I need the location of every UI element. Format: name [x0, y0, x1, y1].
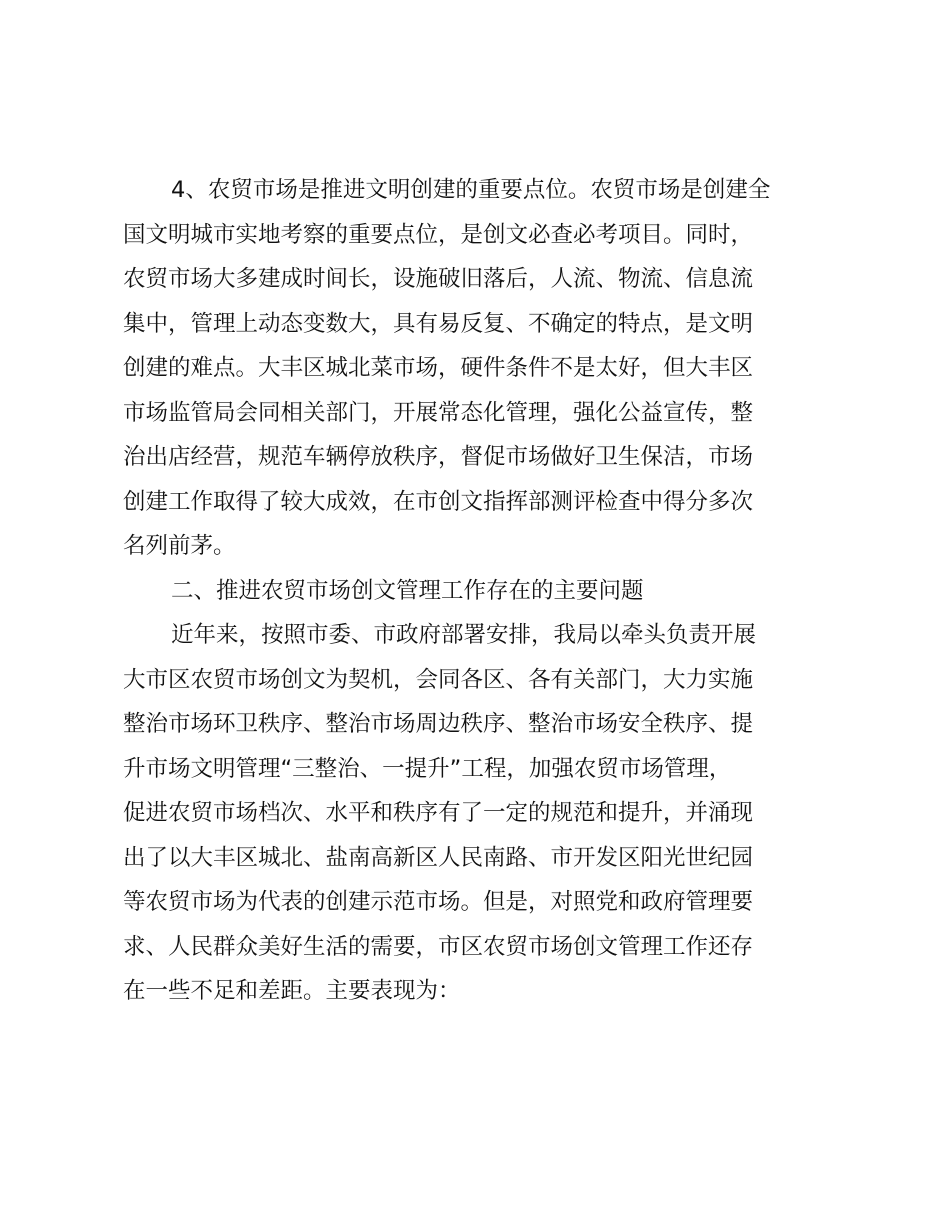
paragraph-line: 升市场文明管理“三整治、一提升”工程，加强农贸市场管理， — [123, 755, 732, 782]
paragraph-line: 国文明城市实地考察的重要点位，是创文必查必考项目。同时， — [123, 221, 754, 248]
paragraph-line: 求、人民群众美好生活的需要，市区农贸市场创文管理工作还存 — [123, 933, 754, 960]
document-body — [123, 168, 835, 1014]
paragraph-line: 农贸市场大多建成时间长，设施破旧落后，人流、物流、信息流 — [123, 266, 754, 292]
paragraph-line: 近年来，按照市委、市政府部署安排，我局以牵头负责开展 — [171, 622, 757, 648]
paragraph-line: 出了以大丰区城北、盐南高新区人民南路、市开发区阳光世纪园 — [123, 844, 754, 871]
paragraph-line: 在一些不足和差距。主要表现为： — [123, 978, 461, 1004]
paragraph-line: 整治市场环卫秩序、整治市场周边秩序、整治市场安全秩序、提 — [123, 711, 754, 737]
paragraph-body — [123, 613, 835, 1014]
paragraph-line: 创建的难点。大丰区城北菜市场，硬件条件不是太好，但大丰区 — [123, 355, 754, 381]
paragraph-line: 名列前茅。 — [123, 533, 236, 559]
paragraph-line: 集中，管理上动态变数大，具有易反复、不确定的特点，是文明 — [123, 310, 754, 337]
paragraph-line: 市场监管局会同相关部门，开展常态化管理，强化公益宣传，整 — [123, 399, 754, 426]
section-heading-text: 二、推进农贸市场创文管理工作存在的主要问题 — [171, 577, 644, 604]
paragraph-line: 大市区农贸市场创文为契机，会同各区、各有关部门，大力实施 — [123, 666, 754, 693]
paragraph-line: 促进农贸市场档次、水平和秩序有了一定的规范和提升，并涌现 — [123, 800, 754, 826]
paragraph-line: 创建工作取得了较大成效，在市创文指挥部测评检查中得分多次 — [123, 488, 754, 515]
paragraph-line: 等农贸市场为代表的创建示范市场。但是，对照党和政府管理要 — [123, 889, 754, 915]
paragraph-line: 4、农贸市场是推进文明创建的重要点位。农贸市场是创建全 — [171, 177, 771, 203]
section-heading — [123, 569, 835, 614]
paragraph-line: 治出店经营，规范车辆停放秩序，督促市场做好卫生保洁，市场 — [123, 444, 754, 470]
paragraph-4 — [123, 168, 835, 569]
